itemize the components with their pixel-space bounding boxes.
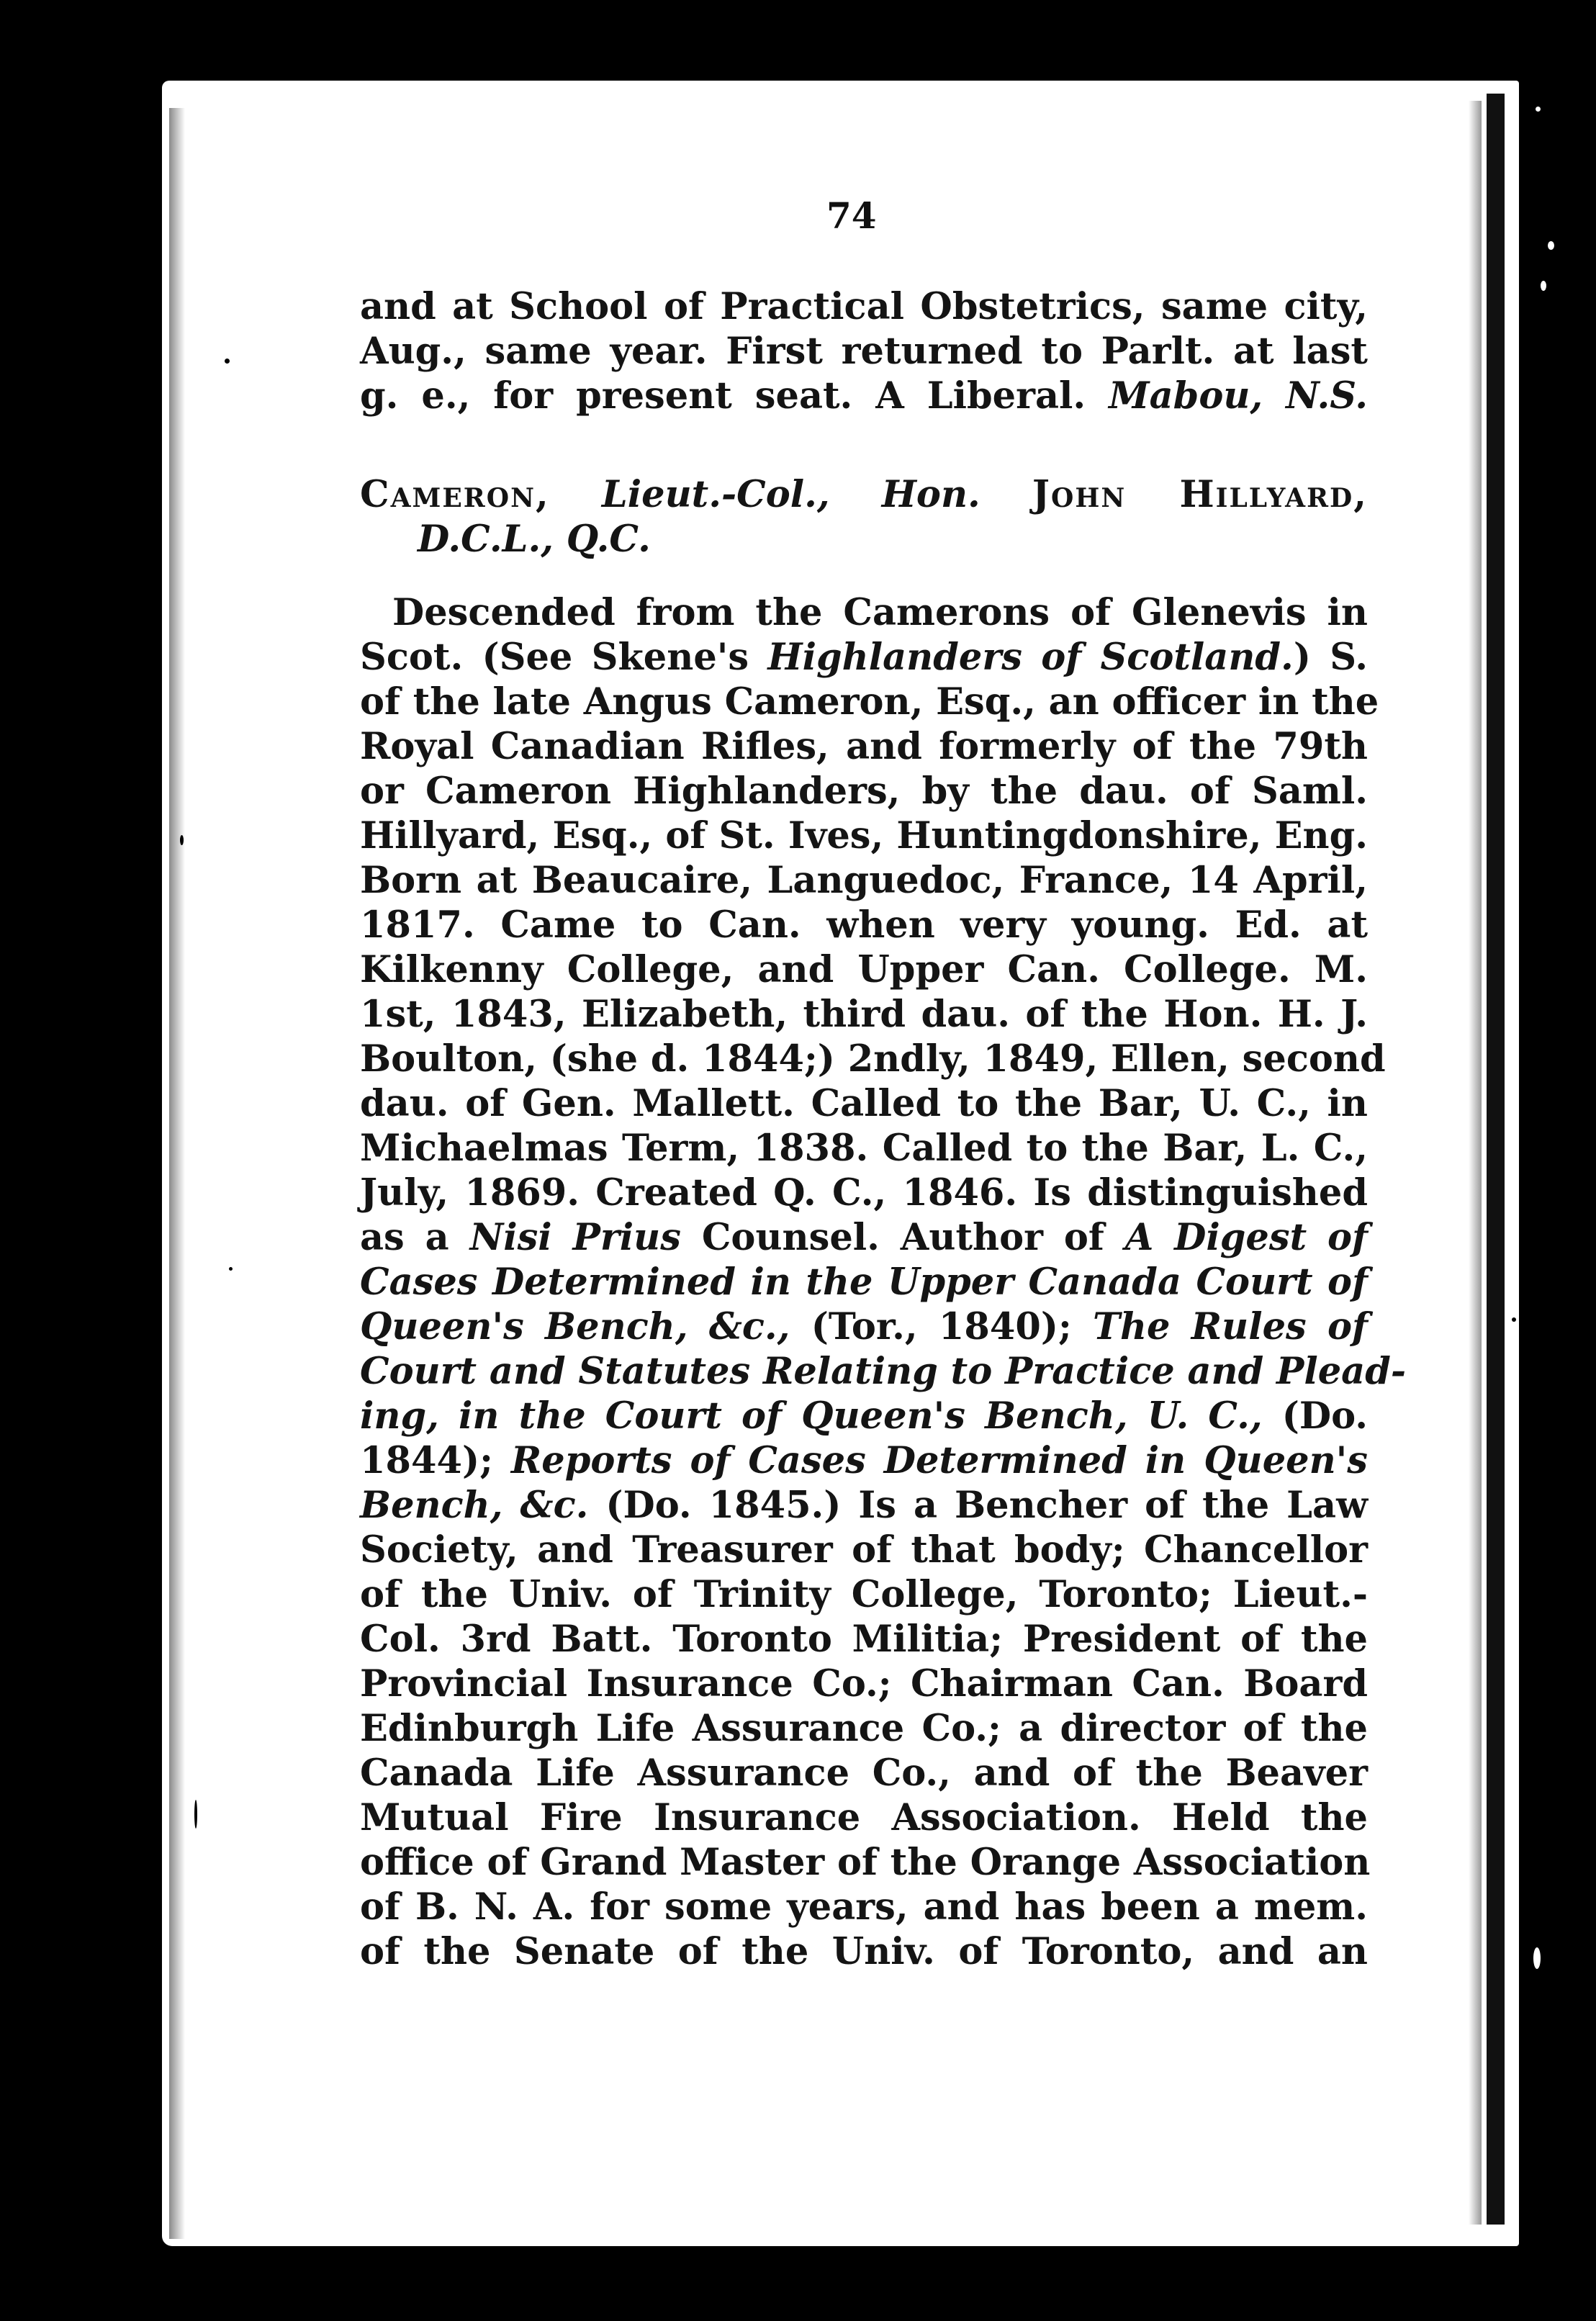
text-span: as a — [360, 1216, 449, 1259]
text-line — [360, 1349, 1407, 1394]
text-line: office of Grand Master of the Orange Association — [360, 1841, 1371, 1884]
text-line: July, 1869. Created Q. C., 1846. Is distinguished — [360, 1171, 1368, 1214]
text-line: Provincial Insurance Co.; Chairman Can. Board — [360, 1662, 1368, 1705]
text-line — [360, 1304, 1368, 1349]
text-line: dau. of Gen. Mallett. Called to the Bar, U. C., in — [360, 1082, 1368, 1125]
text-line: of B. N. A. for some years, and has been a mem. — [360, 1885, 1368, 1929]
text-line: of the Senate of the Univ. of Toronto, and an — [360, 1930, 1368, 1973]
text-line — [360, 1260, 1368, 1304]
page-right-edge — [1487, 94, 1505, 2225]
scan-speck — [180, 835, 184, 845]
text-line: Edinburgh Life Assurance Co.; a director of the — [360, 1707, 1368, 1750]
book-title: The Rules of — [1093, 1305, 1368, 1348]
spacer — [360, 562, 1368, 590]
page-edge-shade — [1469, 101, 1482, 2225]
entry-text — [360, 284, 1407, 1974]
entry-degrees-line — [360, 517, 1368, 562]
book-title: A Digest of — [1124, 1216, 1368, 1259]
text-line: 1817. Came to Can. when very young. Ed. at — [360, 903, 1368, 947]
book-title: Cases Determined in the Upper Canada Court of — [360, 1261, 1368, 1304]
scan-speck — [1548, 241, 1554, 250]
text-span: Counsel. Author of — [701, 1216, 1104, 1259]
text-line: Col. 3rd Batt. Toronto Militia; President of the — [360, 1618, 1368, 1661]
entry-rank: Lieut.-Col., — [601, 473, 830, 516]
text-line: Descended from the Camerons of Glenevis in — [392, 591, 1368, 634]
book-title: Nisi Prius — [469, 1216, 681, 1259]
text-line: 1st, 1843, Elizabeth, third dau. of the Hon. H. J. — [360, 993, 1368, 1036]
page-number: 74 — [826, 194, 877, 237]
text-line: Boulton, (she d. 1844;) 2ndly, 1849, Ellen, second — [360, 1037, 1386, 1081]
text-line: Society, and Treasurer of that body; Chancellor — [360, 1528, 1368, 1572]
text-line — [360, 1438, 1368, 1483]
book-title: Queen's Bench, &c., — [360, 1305, 790, 1348]
text-span: (Tor., 1840); — [811, 1305, 1072, 1348]
text-span: 1844); — [360, 1439, 493, 1482]
text-line: or Cameron Highlanders, by the dau. of Saml. — [360, 770, 1368, 813]
text-line: Hillyard, Esq., of St. Ives, Huntingdonshire, Eng. — [360, 814, 1368, 857]
text-line: Mutual Fire Insurance Association. Held the — [360, 1796, 1368, 1839]
text-line — [360, 1394, 1368, 1438]
text-line: Canada Life Assurance Co., and of the Beaver — [360, 1752, 1368, 1795]
entry-degrees: D.C.L., Q.C. — [418, 518, 651, 561]
text-line: Born at Beaucaire, Languedoc, France, 14 April, — [360, 859, 1368, 902]
scan-speck — [1541, 281, 1546, 291]
text-line — [360, 635, 1368, 680]
entry-honorific: Hon. — [881, 473, 980, 516]
text-span: ) S. — [1293, 636, 1368, 679]
scan-speck — [194, 1800, 197, 1829]
scan-speck — [1536, 107, 1541, 112]
text-line: of the late Angus Cameron, Esq., an officer in the — [360, 680, 1379, 724]
place-name: Mabou, N.S. — [1109, 374, 1368, 418]
entry-heading — [360, 472, 1368, 517]
text-line — [360, 1483, 1368, 1528]
book-title: Reports of Cases Determined in Queen's — [510, 1439, 1368, 1482]
text-line: Michaelmas Term, 1838. Called to the Bar, L. C., — [360, 1127, 1368, 1170]
text-line: Aug., same year. First returned to Parlt. at last — [360, 330, 1368, 373]
book-title: Court and Statutes Relating to Practice and Plead- — [360, 1350, 1407, 1393]
book-title: Bench, &c. — [360, 1484, 589, 1527]
scan-speck — [1512, 1317, 1516, 1322]
text-line: of the Univ. of Trinity College, Toronto; Lieut.- — [360, 1573, 1368, 1616]
scan-speck — [225, 359, 230, 364]
text-line: Kilkenny College, and Upper Can. College. M. — [360, 948, 1368, 991]
book-title: Highlanders of Scotland. — [767, 636, 1294, 679]
scan-speck — [1533, 1947, 1541, 1969]
scan-speck — [229, 1267, 233, 1271]
text-span: g. e., for present seat. A Liberal. — [360, 374, 1086, 418]
text-line — [360, 1215, 1368, 1260]
page-gutter-shadow — [169, 108, 185, 2239]
text-line: and at School of Practical Obstetrics, same city, — [360, 285, 1368, 328]
spacer — [360, 418, 1368, 472]
entry-surname: Cameron, — [360, 473, 550, 516]
text-line — [360, 374, 1368, 418]
text-span: Scot. (See Skene's — [360, 636, 749, 679]
entry-given-names: John Hillyard, — [1032, 473, 1369, 516]
text-line: Royal Canadian Rifles, and formerly of the 79th — [360, 725, 1368, 768]
text-span: (Do. — [1281, 1394, 1368, 1438]
text-span: (Do. 1845.) Is a Bencher of the Law — [605, 1484, 1368, 1527]
book-title: ing, in the Court of Queen's Bench, U. C., — [360, 1394, 1263, 1438]
